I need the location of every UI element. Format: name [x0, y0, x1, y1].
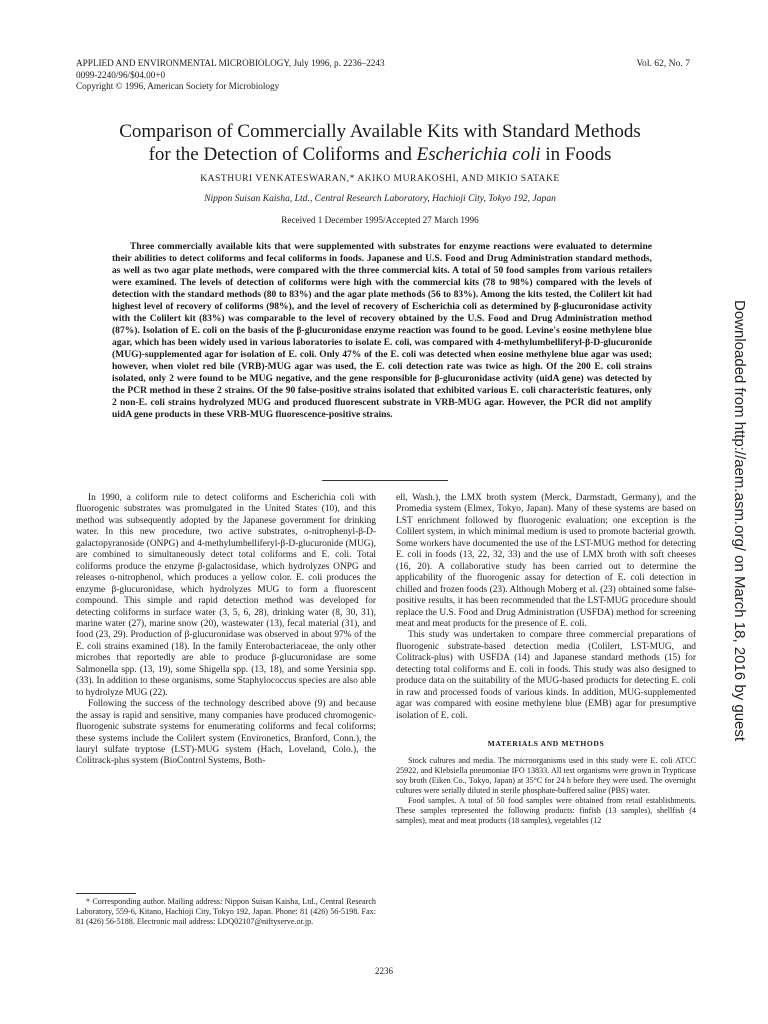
paragraph: This study was undertaken to compare three commercial preparations of fluorogenic substrate-based detection media (Colilert, LST-MUG, and Colitrack-plus) with USFDA (14) and Japanese standard methods (15) for detecting total coliforms and E. coli in foods. This study was also designed to produce data on the suitability of the MUG-based products for detecting E. coli in raw and processed foods of various kinds. In addition, MUG-supplemented agar was compared with eosine methylene blue (EMB) agar for presumptive isolation of E. coli. [396, 630, 696, 721]
abstract: Three commercially available kits that were supplemented with substrates for enzyme reactions were evaluated to determine their abilities to detect coliforms and fecal coliforms in foods. Japanese and U.S. Food and Drug Administration standard methods, as well as two agar plate methods, were compared with the three commercial kits. A total of 50 food samples from various retailers were examined. The levels of detection of coliforms were high with the commercial kits (78 to 98%) compared with the levels of detection with the standard methods (80 to 83%) and the agar plate methods (56 to 83%). Among the kits tested, the Colilert kit had highest level of recovery of coliforms (98%), and the level of recovery of Escherichia coli as determined by β-glucuronidase activity with the Colilert kit (83%) was comparable to the level of recovery obtained by the U.S. Food and Drug Administration method (87%). Isolation of E. coli on the basis of the β-glucuronidase enzyme reaction was found to be good. Levine's eosine methylene blue agar, which has been widely used in various laboratories to isolate E. coli, was compared with 4-methylumbelliferyl-β-D-glucuronide (MUG)-supplemented agar for isolation of E. coli. Only 47% of the E. coli was detected when eosine methylene blue agar was used; however, when violet red bile (VRB)-MUG agar was used, the E. coli detection rate was twice as high. Of the 200 E. coli strains isolated, only 2 were found to be MUG negative, and the gene responsible for β-glucuronidase activity (uidA gene) was detected by the PCR method in these 2 strains. Of the 90 false-positive strains isolated that exhibited various E. coli characteristic features, only 2 non-E. coli strains hydrolyzed MUG and produced fluorescent substrate in VRB-MUG agar. However, the PCR did not amplify uidA gene products in these VRB-MUG fluorescence-positive strains. [112, 241, 652, 420]
received-date: Received 1 December 1995/Accepted 27 March 1996 [281, 215, 479, 225]
title-line-1: Comparison of Commercially Available Kits with Standard Methods [119, 121, 641, 142]
affiliation: Nippon Suisan Kaisha, Ltd., Central Research Laboratory, Hachioji City, Tokyo 192, Japan [204, 193, 556, 204]
download-watermark: Downloaded from http://aem.asm.org/ on March 18, 2016 by guest [731, 300, 748, 742]
corresponding-author-footnote: * Corresponding author. Mailing address: Nippon Suisan Kaisha, Ltd., Central Research Laboratory, 559-6, Kitano, Hachioji City, Tokyo 192, Japan. Phone: 81 (426) 56-5198. Fax: 81 (426) 56-5188. Electronic mail address: LDQ02107@niftyserve.or.jp. [76, 897, 376, 926]
title-organism: Escherichia coli [416, 144, 541, 165]
paragraph: Following the success of the technology described above (9) and because the assay is rapid and sensitive, many companies have produced chromogenic-fluorogenic substrate systems for enumerating coliforms and fecal coliforms; these systems include the Colilert system (Environetics, Branford, Conn.), the lauryl sulfate tryptose (LST)-MUG system (Hach, Loveland, Colo.), the Colitrack-plus system (BioControl Systems, Both- [76, 699, 376, 767]
title-line-2 [60, 143, 700, 166]
issn-code: 0099-2240/96/$04.00+0 [76, 69, 166, 80]
title-line-2-end: in Foods [540, 144, 612, 165]
paragraph: Stock cultures and media. The microorganisms used in this study were E. coli ATCC 25922, and Klebsiella pneumoniae IFO 13833. All test organisms were grown in Trypticase soy broth (Eiken Co., Tokyo, Japan) at 35°C for 24 h before they were used. The overnight cultures were serially diluted in sterile phosphate-buffered saline (PBS) water. [396, 755, 696, 795]
title-line-2-start: for the Detection of Coliforms and [148, 144, 417, 165]
author-list: KASTHURI VENKATESWARAN,* AKIKO MURAKOSHI, AND MIKIO SATAKE [200, 173, 560, 184]
paragraph: Food samples. A total of 50 food samples were obtained from retail establishments. These samples represented the following products: finfish (13 samples), shellfish (4 samples), meat and meat products (18 samples), vegetables (12 [396, 795, 696, 825]
body-column-right [396, 493, 696, 826]
methods-text [396, 756, 696, 826]
footnote-divider [76, 893, 136, 894]
paragraph: In 1990, a coliform rule to detect coliforms and Escherichia coli with fluorogenic substrates was promulgated in the United States (10), and this method was subsequently adopted by the Japanese government for drinking water. In this new procedure, two active substrates, o-nitrophenyl-β-D-galactopyranoside (ONPG) and 4-methylumbelliferyl-β-D-glucuronide (MUG), are combined to simultaneously detect total coliforms and E. coli. Total coliforms produce the enzyme β-galactosidase, which hydrolyzes ONPG and releases o-nitrophenol, which produces a yellow color. E. coli produces the enzyme β-glucuronidase, which hydrolyzes MUG to form a fluorescent compound. This simple and rapid detection method was developed for detecting coliforms in surface water (3, 5, 6, 28), drinking water (8, 30, 31), marine water (27), marine snow (20), wastewater (13), fecal material (31), and food (23, 29). Production of β-glucuronidase was observed in about 97% of the E. coli strains examined (18). In the family Enterobacteriaceae, the only other microbes that reportedly are able to produce β-glucuronidase are some Salmonella spp. (13, 19), some Shigella spp. (13, 18), and some Yersinia spp. (33). In addition to these organisms, some Staphylococcus species are also able to hydrolyze MUG (22). [76, 493, 376, 698]
body-column-left [76, 493, 376, 768]
abstract-divider [322, 480, 448, 481]
volume-number: Vol. 62, No. 7 [636, 58, 690, 69]
page-number: 2236 [375, 966, 393, 976]
running-header [76, 58, 385, 93]
section-heading: MATERIALS AND METHODS [487, 739, 605, 749]
copyright-line: Copyright © 1996, American Society for Microbiology [76, 81, 280, 91]
paragraph: ell, Wash.), the LMX broth system (Merck, Darmstadt, Germany), and the Promedia system (Elmex, Tokyo, Japan). Many of these systems are based on LST enrichment followed by fluorogenic evaluation; one exception is the Colilert system, in which minimal medium is used to promote bacterial growth. Some workers have documented the use of the LST-MUG method for detecting E. coli in foods (13, 22, 32, 33) and the use of LMX broth with soft cheeses (16, 20). A collaborative study has been carried out to determine the applicability of the fluorogenic assay for detection of E. coli detection in chilled and frozen foods (23). Although Moberg et al. (23) obtained some false-positive results, it has been recommended that the LST-MUG procedure should replace the U.S. Food and Drug Administration (USFDA) method for screening meat and meat products for the presence of E. coli. [396, 493, 696, 629]
journal-citation: APPLIED AND ENVIRONMENTAL MICROBIOLOGY, July 1996, p. 2236–2243 [76, 58, 385, 68]
article-title [60, 120, 700, 166]
